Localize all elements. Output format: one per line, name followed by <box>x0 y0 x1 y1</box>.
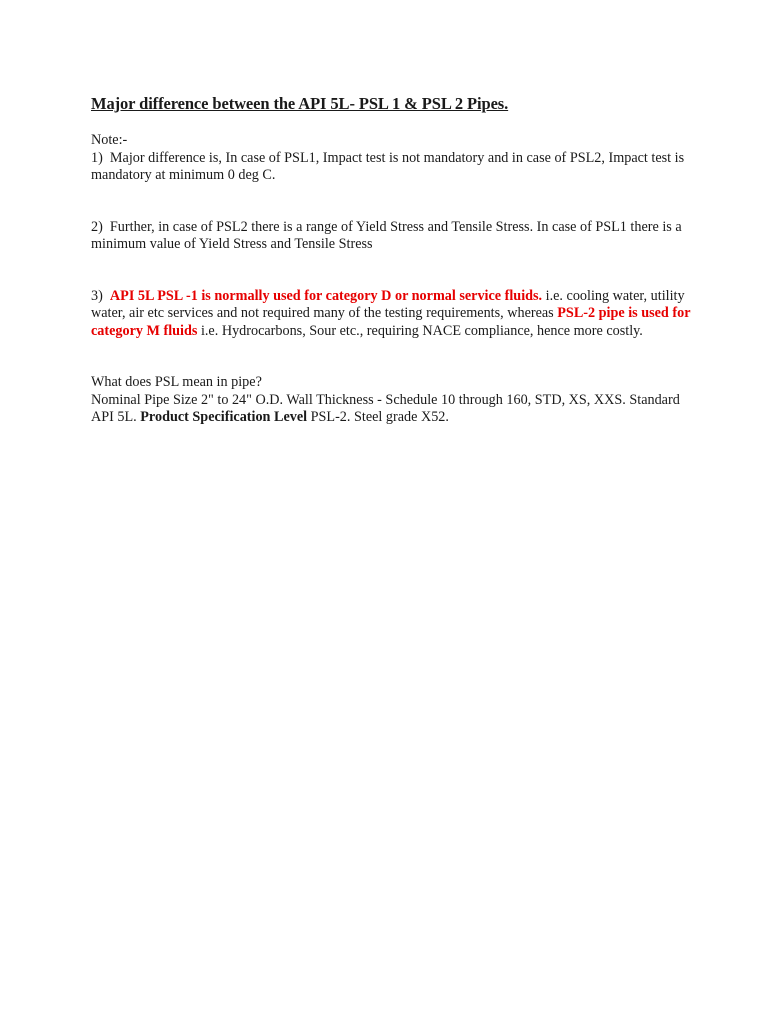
point-3-highlight-psl1: API 5L PSL -1 is normally used for category D or normal service fluids. <box>109 287 543 304</box>
point-1 <box>91 150 691 185</box>
point-3-text-2: i.e. Hydrocarbons, Sour etc., requiring NACE compliance, hence more costly. <box>200 322 643 339</box>
point-3-highlight-psl2: PSL-2 pipe is used for category M fluids <box>91 305 691 339</box>
point-2-number: 2) <box>91 218 103 235</box>
faq-answer <box>91 392 691 427</box>
point-3-number: 3) <box>91 287 103 304</box>
faq-answer-bold-term: Product Specification Level <box>140 409 308 425</box>
faq-answer-part-2: PSL-2. Steel grade X52. <box>310 409 449 425</box>
point-3-text-1: i.e. cooling water, utility water, air etc services and not required many of the testing requirements, whereas <box>91 287 685 321</box>
point-2 <box>91 219 691 254</box>
document-content <box>91 93 691 427</box>
note-label: Note:- <box>91 132 128 148</box>
point-3 <box>91 288 691 341</box>
document-title: Major difference between the API 5L- PSL 1 & PSL 2 Pipes. <box>91 94 509 113</box>
point-2-text: Further, in case of PSL2 there is a range of Yield Stress and Tensile Stress. In case of PSL1 there is a minimum value of Yield Stress and Tensile Stress <box>91 218 682 252</box>
point-1-text: Major difference is, In case of PSL1, Impact test is not mandatory and in case of PSL2, Impact test is mandatory at minimum 0 deg C. <box>91 149 685 183</box>
faq-answer-part-1: Nominal Pipe Size 2" to 24" O.D. Wall Thickness - Schedule 10 through 160, STD, XS, XXS. Standard API 5L. <box>91 391 680 425</box>
faq-question: What does PSL mean in pipe? <box>91 374 262 390</box>
point-1-number: 1) <box>91 149 103 166</box>
